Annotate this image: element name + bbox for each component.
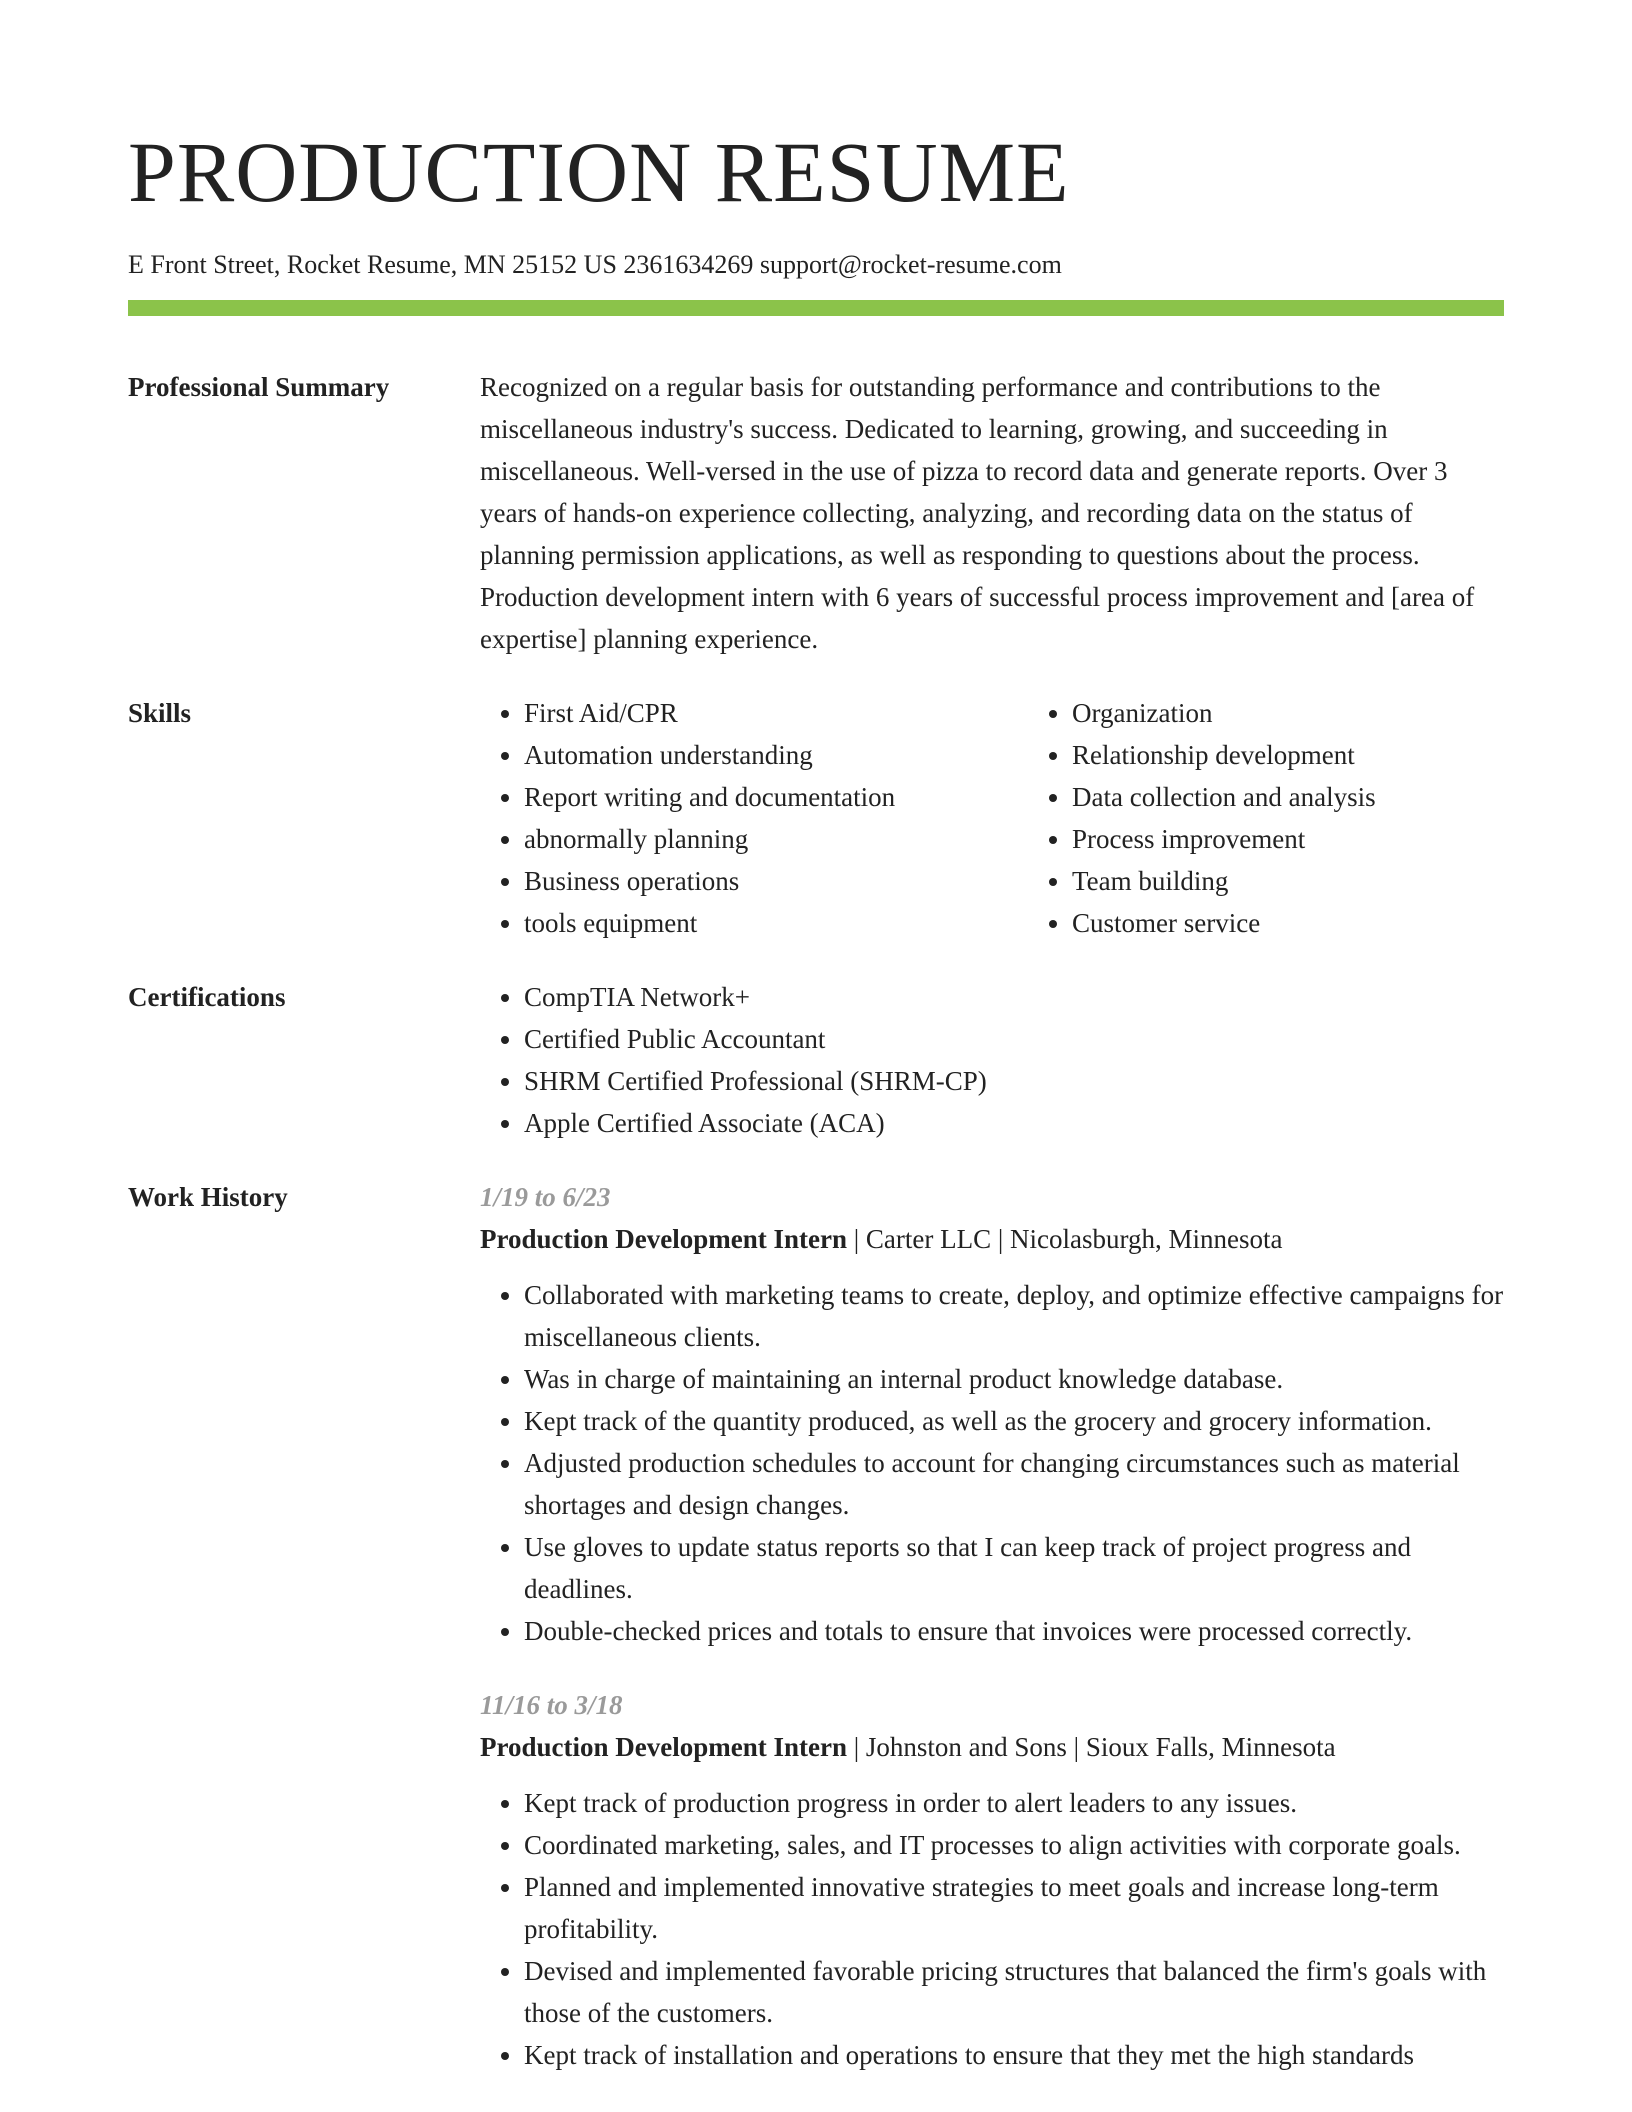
skill-item: • Business operations (524, 860, 1028, 902)
job-bullet: • Planned and implemented innovative strategies to meet goals and increase long-term profitability. (524, 1866, 1504, 1950)
skill-item: • Process improvement (1072, 818, 1576, 860)
job-bullet-list (480, 1782, 1504, 2076)
skills-section (128, 692, 1504, 944)
job-bullet: • Devised and implemented favorable pricing structures that balanced the firm's goals with those of the customers. (524, 1950, 1504, 2034)
skill-item: • Automation understanding (524, 734, 1028, 776)
skills-list-right (1028, 692, 1576, 944)
resume-title: PRODUCTION RESUME (128, 124, 1070, 220)
job-heading (480, 1218, 1504, 1260)
skill-item: • Data collection and analysis (1072, 776, 1576, 818)
job-details: | Carter LLC | Nicolasburgh, Minnesota (846, 1224, 1283, 1254)
section-label: Work History (128, 1182, 288, 1212)
job-bullet: • Collaborated with marketing teams to create, deploy, and optimize effective campaigns for miscellaneous clients. (524, 1274, 1504, 1358)
job-bullet: • Double-checked prices and totals to ensure that invoices were processed correctly. (524, 1610, 1504, 1652)
certification-item: • SHRM Certified Professional (SHRM-CP) (524, 1060, 1504, 1102)
summary-text: Recognized on a regular basis for outstanding performance and contributions to the miscellaneous industry's success. Dedicated to learning, growing, and succeeding in miscellaneous. Well-versed in the use of pizza to record data and generate reports. Over 3 years of hands-on experience collecting, analyzing, and recording data on the status of planning permission applications, as well as responding to questions about the process. Production development intern with 6 years of successful process improvement and [area of expertise] planning experience. (480, 372, 1475, 654)
certification-item: • CompTIA Network+ (524, 976, 1504, 1018)
skill-item: • tools equipment (524, 902, 1028, 944)
skill-item: • Report writing and documentation (524, 776, 1028, 818)
certification-item: • Apple Certified Associate (ACA) (524, 1102, 1504, 1144)
job-bullet-list (480, 1274, 1504, 1652)
job-dates: 1/19 to 6/23 (480, 1182, 611, 1212)
skill-item: • Organization (1072, 692, 1576, 734)
job-dates: 11/16 to 3/18 (480, 1690, 623, 1720)
section-label: Skills (128, 698, 192, 728)
section-label: Certifications (128, 982, 286, 1012)
certifications-list (480, 976, 1504, 1144)
job-bullet: • Adjusted production schedules to account for changing circumstances such as material shortages and design changes. (524, 1442, 1504, 1526)
job-bullet: • Coordinated marketing, sales, and IT processes to align activities with corporate goals. (524, 1824, 1504, 1866)
job-bullet: • Kept track of production progress in order to alert leaders to any issues. (524, 1782, 1504, 1824)
work-history-section (128, 1176, 1504, 2076)
job-bullet: • Use gloves to update status reports so that I can keep track of project progress and deadlines. (524, 1526, 1504, 1610)
section-label: Professional Summary (128, 372, 390, 402)
skill-item: • Team building (1072, 860, 1576, 902)
skill-item: • Customer service (1072, 902, 1576, 944)
job-bullet: • Was in charge of maintaining an internal product knowledge database. (524, 1358, 1504, 1400)
skill-item: • First Aid/CPR (524, 692, 1028, 734)
skills-list-left (480, 692, 1028, 944)
contact-line: E Front Street, Rocket Resume, MN 25152 US 2361634269 support@rocket-resume.com (128, 250, 1062, 279)
job-details: | Johnston and Sons | Sioux Falls, Minnesota (846, 1732, 1336, 1762)
certifications-section (128, 976, 1504, 1144)
job-entry (480, 1176, 1504, 1652)
job-bullet: • Kept track of installation and operations to ensure that they met the high standards (524, 2034, 1504, 2076)
professional-summary-section (128, 366, 1504, 660)
skill-item: • Relationship development (1072, 734, 1576, 776)
skill-item: • abnormally planning (524, 818, 1028, 860)
job-bullet: • Kept track of the quantity produced, as well as the grocery and grocery information. (524, 1400, 1504, 1442)
job-heading (480, 1726, 1504, 1768)
accent-divider (128, 300, 1504, 316)
job-entry (480, 1684, 1504, 2076)
job-title: Production Development Intern (480, 1224, 847, 1254)
job-title: Production Development Intern (480, 1732, 847, 1762)
certification-item: • Certified Public Accountant (524, 1018, 1504, 1060)
